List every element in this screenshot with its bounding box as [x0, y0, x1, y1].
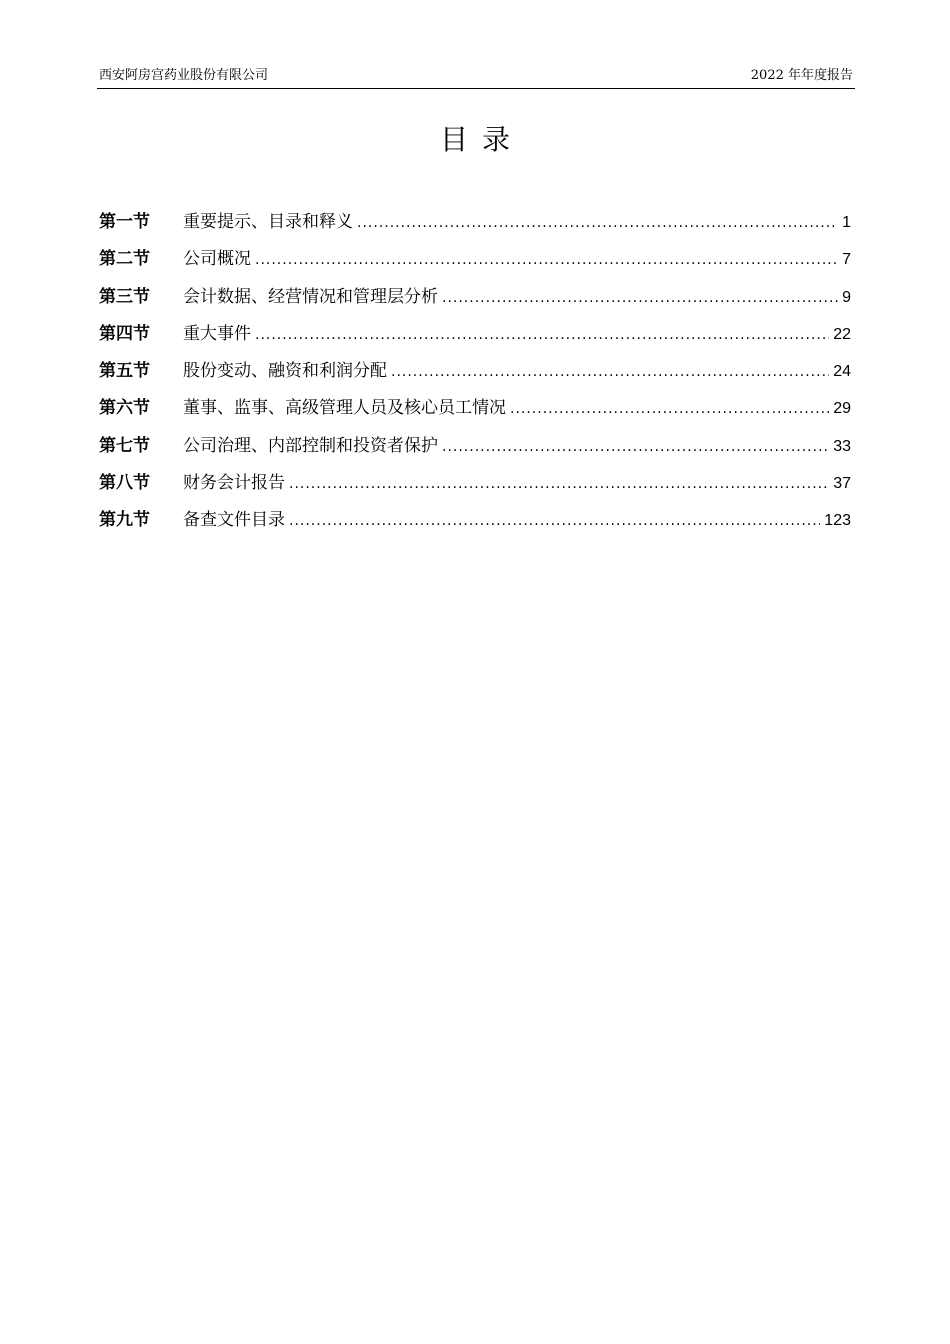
- toc-page-number: 22: [833, 325, 851, 343]
- toc-dot-leader: [289, 503, 820, 540]
- toc-entry[interactable]: [99, 502, 851, 539]
- toc-section-number: 第九节: [99, 510, 150, 531]
- toc-dot-leader: [255, 317, 829, 354]
- toc-page-number: 123: [824, 512, 851, 530]
- toc-entry[interactable]: [99, 204, 851, 241]
- toc-page-number: 24: [833, 363, 851, 381]
- toc-entry[interactable]: [99, 465, 851, 502]
- toc-dot-leader: [289, 466, 829, 503]
- toc-title: 目录: [439, 123, 524, 156]
- page-header: [97, 66, 855, 89]
- toc-section-number: 第一节: [99, 212, 150, 232]
- toc-entry[interactable]: [99, 428, 851, 465]
- toc-section-number: 第四节: [99, 323, 150, 344]
- toc-page-number: 29: [833, 400, 851, 418]
- toc-section-title: 备查文件目录: [183, 510, 285, 531]
- toc-section-title: 公司治理、内部控制和投资者保护: [183, 435, 438, 456]
- toc-dot-leader: [442, 280, 838, 317]
- toc-dot-leader: [391, 354, 829, 391]
- toc-section-number: 第七节: [99, 435, 150, 456]
- toc-page-number: 1: [842, 214, 851, 231]
- toc-section-title: 董事、监事、高级管理人员及核心员工情况: [183, 398, 506, 419]
- toc-page-number: 37: [833, 475, 851, 493]
- toc-section-number: 第六节: [99, 398, 150, 419]
- toc-dot-leader: [442, 429, 829, 466]
- toc-dot-leader: [255, 242, 838, 279]
- toc-dot-leader: [510, 391, 829, 428]
- toc-section-title: 重要提示、目录和释义: [183, 212, 353, 232]
- table-of-contents: [99, 204, 851, 540]
- toc-entry[interactable]: [99, 353, 851, 390]
- toc-section-title: 股份变动、融资和利润分配: [183, 361, 387, 382]
- toc-section-number: 第二节: [99, 249, 150, 270]
- toc-dot-leader: [357, 205, 838, 242]
- header-report-name: 2022 年年度报告: [750, 68, 853, 83]
- toc-page-number: 33: [833, 437, 851, 455]
- toc-entry[interactable]: [99, 316, 851, 353]
- toc-entry[interactable]: [99, 390, 851, 427]
- toc-page-number: 7: [842, 251, 851, 269]
- toc-section-title: 公司概况: [183, 249, 251, 270]
- toc-entry[interactable]: [99, 279, 851, 316]
- toc-section-number: 第三节: [99, 286, 150, 307]
- toc-section-title: 财务会计报告: [183, 473, 285, 494]
- toc-page-number: 9: [842, 288, 851, 306]
- toc-section-title: 重大事件: [183, 323, 251, 344]
- toc-entry[interactable]: [99, 241, 851, 278]
- header-company-name: 西安阿房宫药业股份有限公司: [99, 68, 269, 83]
- toc-section-title: 会计数据、经营情况和管理层分析: [183, 286, 438, 307]
- toc-section-number: 第八节: [99, 473, 150, 494]
- toc-section-number: 第五节: [99, 361, 150, 382]
